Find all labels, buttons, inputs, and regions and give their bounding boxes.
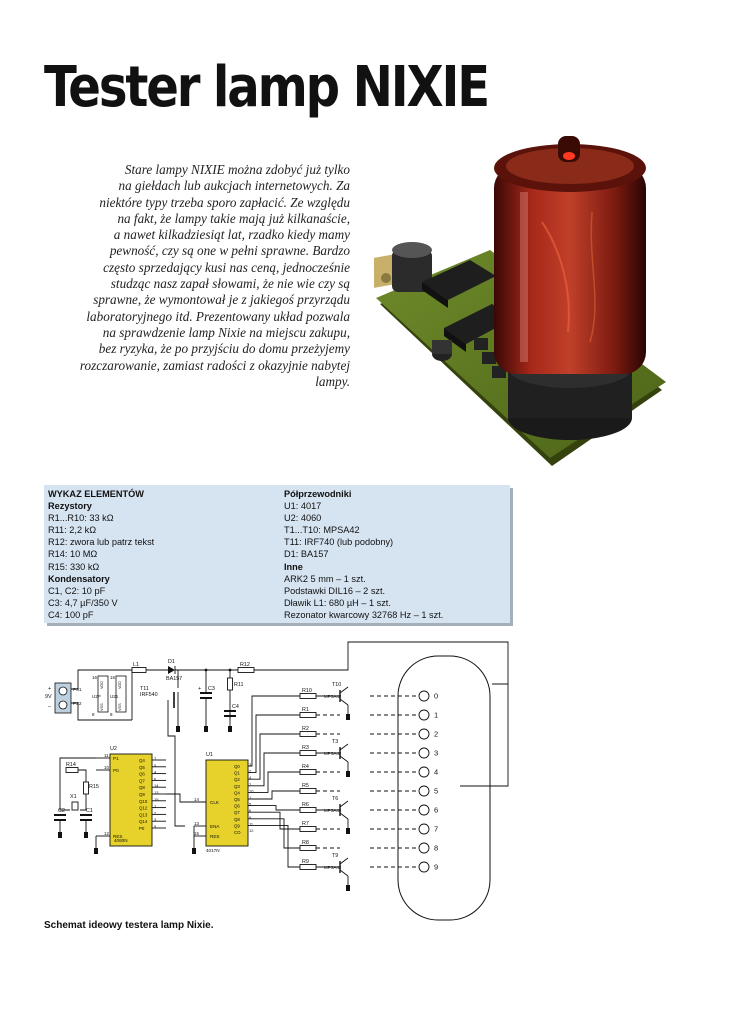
schematic-label: 16 — [92, 675, 98, 680]
schematic-label: PS1 — [73, 687, 82, 692]
ground-symbol — [84, 832, 88, 838]
schematic-label: R7 — [302, 821, 309, 827]
schematic-label: 11 — [104, 753, 109, 758]
wire — [60, 774, 70, 810]
wire — [168, 700, 185, 826]
parts-item: U2: 4060 — [284, 513, 322, 524]
schematic-label: 3 — [434, 748, 439, 758]
schematic-label: C1 — [86, 808, 93, 814]
parts-item: R15: 330 kΩ — [48, 561, 100, 572]
intro-line: laboratoryjnego itd. Prezentowany układ pozwala — [86, 308, 350, 324]
ground-symbol — [192, 848, 196, 854]
schematic-label: 15 — [194, 831, 199, 836]
schematic-label: 3 — [249, 762, 252, 767]
schematic-label: 9 — [154, 824, 157, 829]
terminal-screw — [59, 687, 67, 695]
wire — [340, 801, 348, 807]
schematic-label: R5 — [302, 783, 309, 789]
intro-line: Stare lampy NIXIE można zdobyć już tylko — [124, 162, 350, 177]
schematic-label: R1 — [302, 707, 309, 713]
schematic-label: VSS — [100, 703, 104, 711]
intro-line: często sprzedający kusi nas ceną, jednocześnie — [103, 259, 350, 275]
intro-line: niektóre typy trzeba sporo zapłacić. Ze względu — [99, 194, 350, 210]
schematic-label: 2 — [154, 810, 157, 816]
nixie-tube-outline — [398, 656, 490, 920]
schematic-label: 14 — [154, 783, 159, 789]
schematic-label: U21 — [110, 694, 119, 699]
resistor — [238, 668, 254, 673]
schematic-label: R3 — [302, 745, 309, 751]
ground-symbol — [346, 885, 350, 891]
resistor — [300, 713, 316, 718]
diode-symbol — [168, 666, 175, 674]
intro-line: pewność, czy są one w pełni sprawne. Bardzo — [109, 243, 350, 259]
tube-cathode — [419, 748, 429, 758]
nixie-tester-photo — [362, 132, 674, 468]
schematic-label: R14 — [66, 762, 76, 768]
schematic-label: 8 — [92, 712, 95, 717]
parts-item: Podstawki DIL16 – 2 szt. — [284, 585, 386, 596]
schematic-label: L1 — [133, 662, 139, 668]
wire — [340, 744, 348, 750]
wire — [248, 812, 300, 829]
resistor — [132, 668, 146, 673]
schematic-label: 11 — [249, 821, 254, 827]
tube-cathode — [419, 710, 429, 720]
schematic-label: T3 — [332, 739, 339, 745]
schematic-label: + — [48, 686, 52, 692]
parts-item: D1: BA157 — [284, 549, 329, 560]
schematic-label: R15 — [89, 784, 99, 790]
intro-line: bez ryzyka, że po przyjściu do domu przeżyjemy — [98, 341, 350, 357]
schematic-label: 9 — [434, 862, 439, 872]
schematic-label: ENA — [210, 824, 220, 829]
capacitor-plate — [80, 819, 92, 821]
schematic-label: Q13 — [139, 812, 148, 818]
schematic-label: IRF540 — [140, 692, 158, 698]
schematic-label: 4060N — [114, 838, 128, 843]
parts-item: R1...R10: 33 kΩ — [48, 513, 114, 524]
schematic-label: U1 — [206, 752, 213, 758]
schematic-label: MPSA42 — [324, 751, 342, 756]
resistor — [300, 751, 316, 756]
parts-item: R14: 10 MΩ — [48, 549, 98, 560]
parts-item: Rezonator kwarcowy 32768 Hz – 1 szt. — [284, 609, 444, 620]
intro-line: na fakt, że lampy takie mają już kilkanaście, — [117, 210, 350, 226]
wire — [340, 858, 348, 864]
schematic-label: 3 — [154, 817, 157, 823]
schematic-label: 9 — [249, 814, 252, 820]
schematic-label: Q2 — [234, 777, 240, 783]
schematic-label: 5 — [154, 762, 157, 768]
tube-cathode — [419, 691, 429, 701]
parts-heading: WYKAZ ELEMENTÓW — [48, 489, 144, 499]
wire — [340, 813, 348, 819]
parts-item: R11: 2,2 kΩ — [48, 525, 97, 536]
schematic-label: T10 — [332, 682, 342, 688]
parts-item: T11: IRF740 (lub podobny) — [284, 537, 394, 548]
schematic-label: Q8 — [139, 785, 145, 791]
schematic-label: 1 — [434, 710, 439, 720]
schematic-label: 4 — [154, 769, 157, 775]
ground-symbol — [346, 714, 350, 720]
wire — [248, 825, 300, 867]
parts-item: Dławik L1: 680 µH – 1 szt. — [284, 597, 391, 608]
schematic-label: 15 — [154, 796, 159, 802]
resistor — [84, 782, 89, 794]
ground-symbol — [58, 832, 62, 838]
intro-text — [44, 162, 350, 390]
crystal — [72, 802, 78, 810]
resistor — [300, 732, 316, 737]
wire — [248, 819, 300, 848]
schematic-label: 13 — [194, 821, 199, 826]
schematic-label: 4 — [249, 775, 252, 781]
schematic-label: CLK — [210, 800, 219, 805]
schematic-label: 10 — [249, 788, 254, 794]
schematic-label: Q12 — [139, 805, 148, 811]
schematic-label: T6 — [332, 796, 339, 802]
schematic-label: BA157 — [166, 676, 183, 682]
schematic-label: C3 — [208, 686, 215, 692]
schematic-label: T11 — [140, 686, 149, 692]
schematic-label: U2 — [110, 746, 117, 752]
schematic-label: 10 — [104, 765, 109, 770]
capacitor-plate — [80, 814, 92, 816]
schematic-label: 14 — [194, 797, 199, 802]
parts-item: ARK2 5 mm – 1 szt. — [284, 573, 366, 584]
schematic-label: 7 — [249, 781, 252, 787]
capacitor-plate — [200, 697, 212, 699]
resistor — [300, 789, 316, 794]
article-title: Tester lamp NIXIE — [44, 55, 489, 120]
schematic-label: P0 — [113, 768, 119, 773]
parts-item: R12: zwora lub patrz tekst — [48, 537, 155, 548]
schematic-label: MPSA42 — [324, 808, 342, 813]
ground-symbol — [94, 848, 98, 854]
schematic-label: 4017N — [206, 848, 220, 853]
parts-heading: Rezystory — [48, 501, 92, 512]
schematic-label: 4 — [434, 767, 439, 777]
schematic-label: 1 — [154, 803, 157, 809]
parts-heading: Inne — [284, 561, 303, 572]
schematic-label: Q5 — [139, 764, 145, 770]
intro-line: studząc nasz zapał słowami, że nie wie czy są — [110, 276, 350, 292]
schematic-label: 6 — [249, 808, 252, 814]
schematic-label: 5 — [249, 801, 252, 807]
figure-caption: Schemat ideowy testera lamp Nixie. — [44, 920, 214, 931]
schematic-label: R8 — [302, 840, 309, 846]
resistor — [300, 808, 316, 813]
capacitor-plate — [200, 692, 212, 694]
schematic-label: P0 — [139, 826, 145, 831]
schematic-label: MPSA42 — [324, 694, 342, 699]
schematic-label: – — [48, 704, 51, 710]
resistor — [228, 678, 233, 690]
parts-item: C3: 4,7 µF/350 V — [48, 597, 118, 608]
ground-symbol — [204, 726, 208, 732]
schematic-label: 8 — [434, 843, 439, 853]
intro-line: rozczarowanie, zamiast radości z okazyjnie nabytej — [79, 357, 350, 373]
schematic-label: X1 — [70, 794, 77, 800]
schematic-label: Q6 — [139, 771, 145, 777]
schematic-label: Q10 — [139, 798, 148, 804]
intro-line: na sprawdzenie lamp Nixie na miejscu zakupu, — [102, 324, 350, 340]
schematic-label: Q0 — [234, 764, 240, 769]
schematic-label: 6 — [154, 776, 157, 782]
schematic-label: R12 — [240, 662, 250, 668]
schematic-label: R9 — [302, 859, 309, 865]
intro-line: na giełdach lub aukcjach internetowych. Za — [118, 178, 350, 194]
ground-symbol — [176, 726, 180, 732]
schematic-label: + — [198, 686, 202, 692]
schematic-label: R10 — [302, 688, 312, 694]
resistor — [300, 846, 316, 851]
ground-symbol — [346, 771, 350, 777]
schematic-label: Q5 — [234, 797, 240, 802]
schematic-label: 2 — [249, 768, 252, 774]
schematic-label: 5 — [434, 786, 439, 796]
terminal-screw — [59, 701, 67, 709]
schematic-label: MPSA42 — [324, 865, 342, 870]
capacitor-plate — [54, 814, 66, 816]
intro-line: lampy. — [315, 373, 350, 389]
schematic-label: Q1 — [234, 770, 240, 776]
wire — [166, 794, 206, 802]
capacitor-plate — [54, 819, 66, 821]
schematic-label: 13 — [154, 790, 159, 795]
schematic-label: RES — [113, 834, 123, 839]
parts-list-right — [284, 488, 443, 621]
parts-item: T1...T10: MPSA42 — [284, 525, 360, 536]
schematic-label: 1 — [249, 795, 252, 800]
wire — [340, 870, 348, 876]
schematic-label: VDD — [118, 680, 122, 689]
junction-dot — [205, 669, 208, 672]
wire — [248, 772, 300, 792]
schematic-label: 12 — [104, 831, 109, 836]
ground-symbol — [346, 828, 350, 834]
tube-cathode — [419, 729, 429, 739]
schematic-label: 2 — [434, 729, 439, 739]
schematic-label: PS2 — [73, 701, 82, 706]
wire — [254, 642, 508, 684]
schematic-label: Q4 — [139, 758, 145, 763]
parts-heading: Kondensatory — [48, 573, 110, 584]
schematic-label: 7 — [434, 824, 439, 834]
resistor — [300, 770, 316, 775]
schematic-label: Q7 — [139, 778, 145, 784]
schematic-label: VDD — [100, 680, 104, 689]
wire — [340, 756, 348, 762]
schematic-label: Q14 — [139, 819, 148, 825]
schematic-label: C4 — [232, 704, 239, 710]
schematic-label: 8 — [110, 712, 113, 717]
schematic-label: Q9 — [139, 792, 145, 797]
schematic-label: Q9 — [234, 823, 240, 829]
circuit-schematic — [40, 636, 520, 926]
resistor — [300, 865, 316, 870]
schematic-label: D1 — [168, 659, 175, 665]
schematic-label: 7 — [154, 756, 157, 761]
schematic-label: 12 — [249, 828, 254, 833]
parts-list-left — [48, 488, 154, 621]
schematic-label: R4 — [302, 764, 309, 770]
capacitor-plate — [224, 715, 236, 717]
intro-line: sprawne, że wymontował je z jakiegoś przyrządu — [93, 292, 350, 308]
resistor — [300, 694, 316, 699]
parts-list — [44, 485, 510, 623]
schematic-label: CO — [234, 830, 241, 835]
schematic-label: C2 — [58, 808, 65, 814]
schematic-label: Q8 — [234, 816, 240, 822]
schematic-label: R11 — [234, 682, 244, 688]
tube-cathode — [419, 786, 429, 796]
tube-cathode — [419, 767, 429, 777]
schematic-label: Q3 — [234, 783, 240, 789]
schematic-label: T9 — [332, 853, 339, 859]
schematic-label: VSS — [118, 703, 122, 711]
wire — [248, 806, 300, 810]
schematic-label: P1 — [113, 756, 119, 761]
wire — [460, 684, 508, 786]
schematic-label: 6 — [434, 805, 439, 815]
wire — [340, 699, 348, 705]
tube-cathode — [419, 805, 429, 815]
wire — [248, 715, 300, 773]
schematic-label: 9V — [45, 694, 52, 700]
schematic-label: 16 — [110, 675, 116, 680]
tube-cathode — [419, 862, 429, 872]
tube-cathode — [419, 824, 429, 834]
parts-item: U1: 4017 — [284, 501, 322, 512]
schematic-label: R2 — [302, 726, 309, 732]
schematic-label: RES — [210, 834, 220, 839]
resistor — [66, 768, 78, 773]
ground-symbol — [228, 726, 232, 732]
schematic-label: Q4 — [234, 790, 240, 796]
capacitor-plate — [224, 710, 236, 712]
tube-cathode — [419, 843, 429, 853]
parts-heading: Półprzewodniki — [284, 489, 352, 499]
parts-item: C4: 100 pF — [48, 609, 94, 620]
resistor — [300, 827, 316, 832]
schematic-label: U2P — [92, 694, 101, 699]
junction-dot — [229, 669, 232, 672]
schematic-label: 0 — [434, 691, 439, 701]
schematic-label: R6 — [302, 802, 309, 808]
intro-line: a nawet kilkadziesiąt lat, rzadko kiedy mamy — [113, 227, 350, 243]
parts-item: C1, C2: 10 pF — [48, 585, 106, 596]
schematic-label: Q6 — [234, 803, 240, 809]
schematic-label: Q7 — [234, 810, 240, 816]
